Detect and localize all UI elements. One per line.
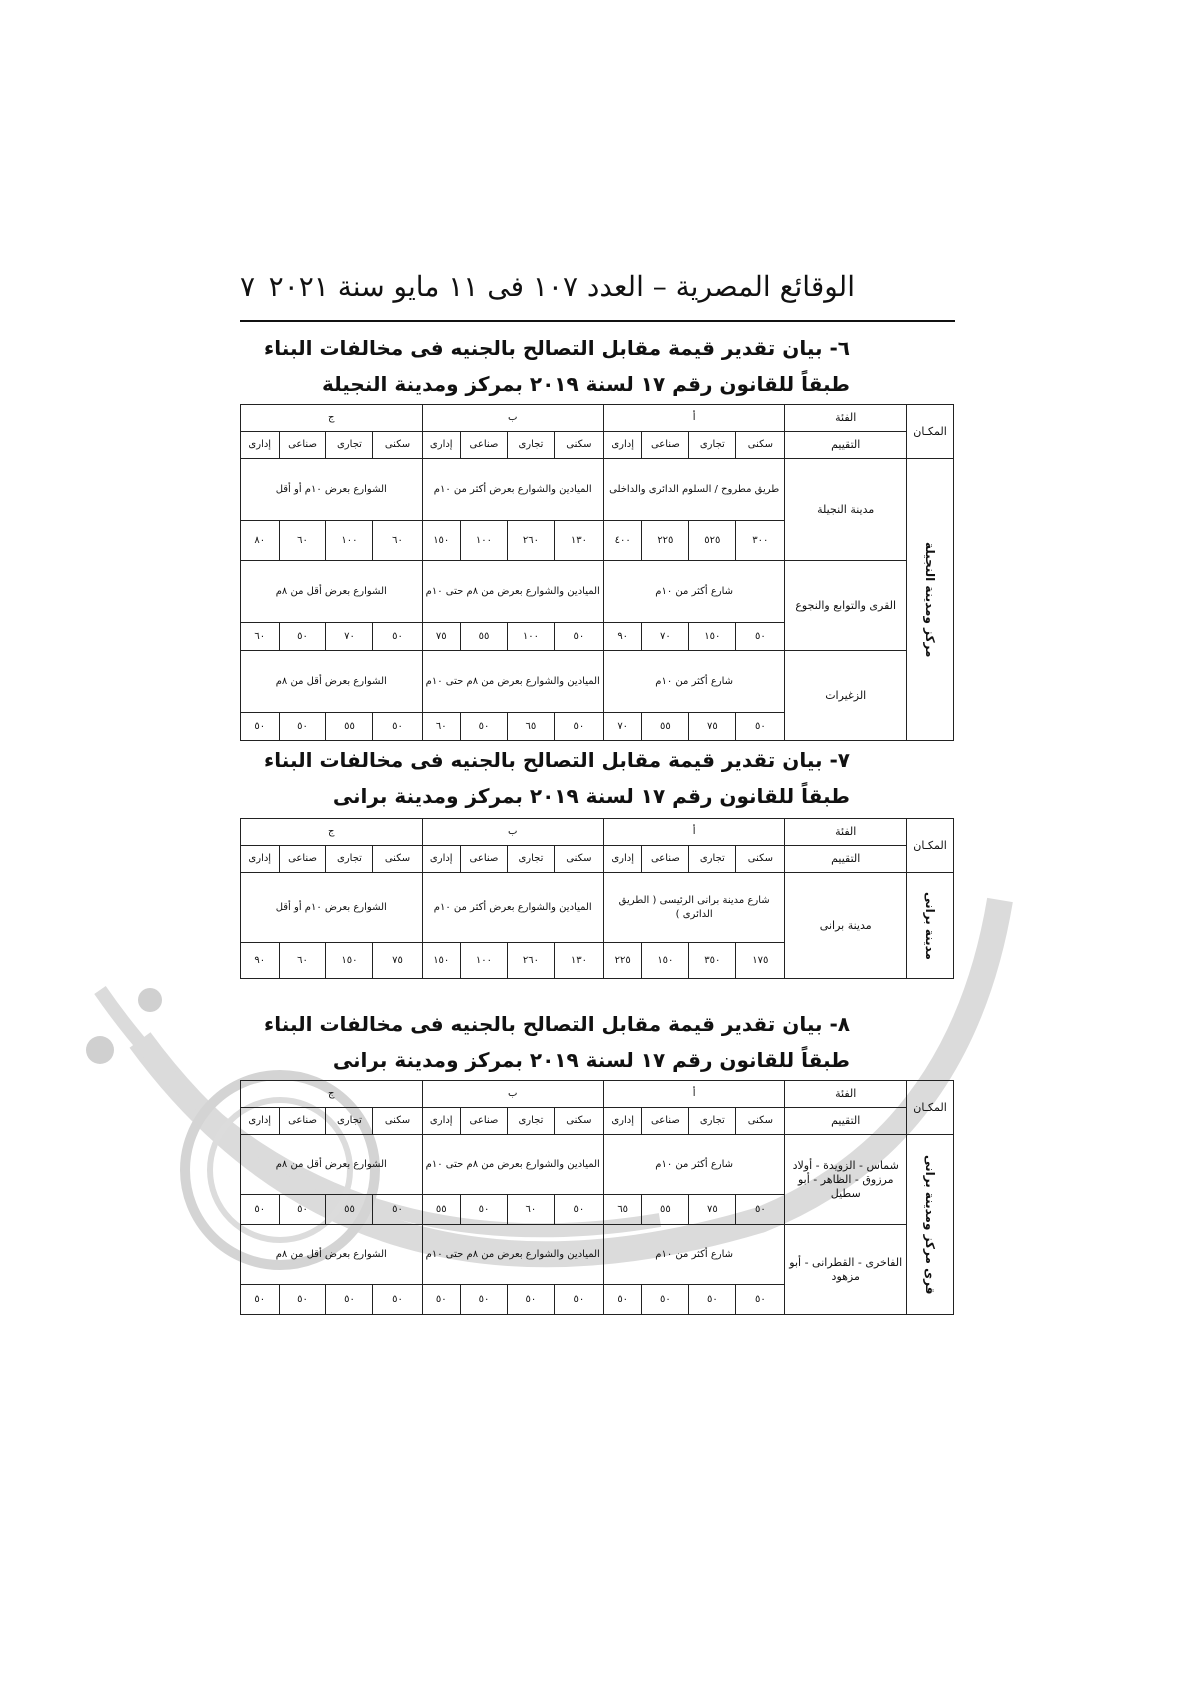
place-name: مركز ومدينة النجيلة (907, 459, 954, 741)
section-7-line2: طبقاً للقانون رقم ١٧ لسنة ٢٠١٩ بمركز ومدينة برانى (332, 784, 850, 808)
col-commercial: تجارى (507, 1108, 554, 1135)
col-administrative: إدارى (603, 432, 641, 459)
street-type-b: الميادين والشوارع بعرض من ٨م حتى ١٠م (422, 561, 603, 623)
value-cell: ١٠٠ (460, 521, 507, 561)
value-cell: ٧٥ (422, 623, 460, 651)
street-type-c: الشوارع بعرض أقل من ٨م (241, 651, 423, 713)
page-number: ٧ (240, 270, 256, 303)
value-cell: ٦٠ (507, 1195, 554, 1225)
col-industrial: صناعى (279, 432, 326, 459)
col-residential: سكنى (736, 846, 785, 873)
col-residential: سكنى (554, 1108, 603, 1135)
category-b-header: ب (422, 405, 603, 432)
category-b-header: ب (422, 1081, 603, 1108)
value-cell: ٥٠ (422, 1285, 460, 1315)
value-cell: ١٠٠ (460, 943, 507, 979)
col-industrial: صناعى (642, 432, 689, 459)
col-industrial: صناعى (642, 846, 689, 873)
value-cell: ٢٢٥ (603, 943, 641, 979)
section-7-line1: ٧- بيان تقدير قيمة مقابل التصالح بالجنيه فى مخالفات البناء (264, 748, 850, 772)
value-cell: ٥٠ (507, 1285, 554, 1315)
col-administrative: إدارى (422, 846, 460, 873)
col-commercial: تجارى (689, 1108, 736, 1135)
value-cell: ٦٠ (422, 713, 460, 741)
section-6-title (264, 334, 850, 406)
valuation-header: التقييم (785, 1108, 907, 1135)
value-cell: ٧٥ (689, 1195, 736, 1225)
col-residential: سكنى (373, 846, 422, 873)
col-industrial: صناعى (279, 1108, 326, 1135)
value-cell: ١٥٠ (422, 521, 460, 561)
value-cell: ١٣٠ (554, 943, 603, 979)
col-commercial: تجارى (326, 1108, 373, 1135)
col-residential: سكنى (736, 432, 785, 459)
value-cell: ٥٢٥ (689, 521, 736, 561)
value-cell: ١٥٠ (422, 943, 460, 979)
value-cell: ٢٢٥ (642, 521, 689, 561)
col-administrative: إدارى (241, 1108, 280, 1135)
col-commercial: تجارى (507, 432, 554, 459)
place-name: قرى مركز ومدينة برانى (907, 1135, 954, 1315)
value-cell: ٥٥ (326, 1195, 373, 1225)
value-cell: ٥٥ (642, 713, 689, 741)
value-cell: ٥٠ (373, 1195, 422, 1225)
value-cell: ٣٠٠ (736, 521, 785, 561)
value-cell: ٥٠ (279, 623, 326, 651)
value-cell: ٧٠ (642, 623, 689, 651)
value-cell: ٥٠ (373, 623, 422, 651)
value-cell: ٥٥ (326, 713, 373, 741)
value-cell: ٥٠ (736, 1285, 785, 1315)
valuation-header: التقييم (785, 846, 907, 873)
street-type-a: طريق مطروح / السلوم الدائرى والداخلى (603, 459, 784, 521)
value-cell: ٥٠ (460, 1285, 507, 1315)
place-header: المكـان (907, 819, 954, 873)
col-residential: سكنى (554, 432, 603, 459)
value-cell: ٧٠ (326, 623, 373, 651)
value-cell: ٥٠ (736, 1195, 785, 1225)
value-cell: ٦٥ (603, 1195, 641, 1225)
value-cell: ١٠٠ (507, 623, 554, 651)
col-administrative: إدارى (422, 1108, 460, 1135)
col-industrial: صناعى (460, 1108, 507, 1135)
valuation-header: التقييم (785, 432, 907, 459)
street-type-a: شارع أكثر من ١٠م (603, 561, 784, 623)
value-cell: ٦٠ (373, 521, 422, 561)
place-name: مدينة برانى (907, 873, 954, 979)
section-6-line2: طبقاً للقانون رقم ١٧ لسنة ٢٠١٩ بمركز ومدينة النجيلة (321, 372, 850, 396)
category-c-header: ج (241, 405, 423, 432)
value-cell: ١٥٠ (642, 943, 689, 979)
street-type-c: الشوارع بعرض ١٠م أو أقل (241, 459, 423, 521)
value-cell: ٥٠ (554, 1285, 603, 1315)
value-cell: ٥٠ (689, 1285, 736, 1315)
value-cell: ٥٥ (422, 1195, 460, 1225)
street-type-b: الميادين والشوارع بعرض من ٨م حتى ١٠م (422, 1225, 603, 1285)
value-cell: ١٣٠ (554, 521, 603, 561)
value-cell: ٥٠ (554, 1195, 603, 1225)
value-cell: ٥٠ (736, 623, 785, 651)
section-8-line1: ٨- بيان تقدير قيمة مقابل التصالح بالجنيه فى مخالفات البناء (264, 1012, 850, 1036)
value-cell: ٧٠ (603, 713, 641, 741)
value-cell: ٩٠ (241, 943, 280, 979)
col-administrative: إدارى (603, 1108, 641, 1135)
category-a-header: أ (603, 1081, 784, 1108)
value-cell: ٥٠ (736, 713, 785, 741)
value-cell: ١٧٥ (736, 943, 785, 979)
section-6-line1: ٦- بيان تقدير قيمة مقابل التصالح بالجنيه فى مخالفات البناء (264, 336, 850, 360)
value-cell: ٥٥ (642, 1195, 689, 1225)
street-type-a: شارع أكثر من ١٠م (603, 651, 784, 713)
area-name: مدينة برانى (785, 873, 907, 979)
col-administrative: إدارى (603, 846, 641, 873)
fee-table-section-7 (240, 818, 954, 979)
value-cell: ٥٠ (241, 713, 280, 741)
gazette-title: الوقائع المصرية – العدد ١٠٧ فى ١١ مايو سنة ٢٠٢١ (268, 270, 855, 303)
category-a-header: أ (603, 819, 784, 846)
category-header: الفئة (785, 1081, 907, 1108)
value-cell: ٥٠ (460, 1195, 507, 1225)
value-cell: ٥٠ (554, 623, 603, 651)
value-cell: ٢٦٠ (507, 943, 554, 979)
value-cell: ١٠٠ (326, 521, 373, 561)
value-cell: ٩٠ (603, 623, 641, 651)
street-type-a: شارع أكثر من ١٠م (603, 1135, 784, 1195)
value-cell: ٥٠ (642, 1285, 689, 1315)
col-administrative: إدارى (241, 432, 280, 459)
value-cell: ٥٠ (373, 713, 422, 741)
street-type-a: شارع أكثر من ١٠م (603, 1225, 784, 1285)
value-cell: ٥٥ (460, 623, 507, 651)
value-cell: ٥٠ (554, 713, 603, 741)
fee-table-section-6 (240, 404, 954, 741)
col-administrative: إدارى (241, 846, 280, 873)
value-cell: ٥٠ (603, 1285, 641, 1315)
street-type-c: الشوارع بعرض أقل من ٨م (241, 1225, 423, 1285)
street-type-b: الميادين والشوارع بعرض أكثر من ١٠م (422, 873, 603, 943)
col-commercial: تجارى (689, 846, 736, 873)
section-7-title (264, 746, 850, 818)
value-cell: ٥٠ (279, 713, 326, 741)
value-cell: ٥٠ (241, 1195, 280, 1225)
section-8-line2: طبقاً للقانون رقم ١٧ لسنة ٢٠١٩ بمركز ومدينة برانى (332, 1048, 850, 1072)
place-header: المكـان (907, 405, 954, 459)
value-cell: ٤٠٠ (603, 521, 641, 561)
street-type-c: الشوارع بعرض ١٠م أو أقل (241, 873, 423, 943)
col-residential: سكنى (373, 432, 422, 459)
col-industrial: صناعى (460, 432, 507, 459)
value-cell: ٦٠ (279, 943, 326, 979)
street-type-a: شارع مدينة برانى الرئيسى ( الطريق الدائرى ) (603, 873, 784, 943)
value-cell: ٥٠ (279, 1195, 326, 1225)
value-cell: ٥٠ (279, 1285, 326, 1315)
value-cell: ٢٦٠ (507, 521, 554, 561)
col-industrial: صناعى (279, 846, 326, 873)
category-c-header: ج (241, 1081, 423, 1108)
category-c-header: ج (241, 819, 423, 846)
street-type-b: الميادين والشوارع بعرض من ٨م حتى ١٠م (422, 1135, 603, 1195)
category-header: الفئة (785, 819, 907, 846)
col-commercial: تجارى (326, 846, 373, 873)
value-cell: ٦٥ (507, 713, 554, 741)
value-cell: ٧٥ (373, 943, 422, 979)
value-cell: ٥٠ (460, 713, 507, 741)
place-header: المكـان (907, 1081, 954, 1135)
col-industrial: صناعى (642, 1108, 689, 1135)
street-type-b: الميادين والشوارع بعرض أكثر من ١٠م (422, 459, 603, 521)
area-name: القرى والتوابع والنجوع (785, 561, 907, 651)
col-residential: سكنى (736, 1108, 785, 1135)
section-8-title (264, 1010, 850, 1082)
col-commercial: تجارى (689, 432, 736, 459)
value-cell: ١٥٠ (326, 943, 373, 979)
category-header: الفئة (785, 405, 907, 432)
category-b-header: ب (422, 819, 603, 846)
area-name: الزغيرات (785, 651, 907, 741)
value-cell: ١٥٠ (689, 623, 736, 651)
value-cell: ٥٠ (326, 1285, 373, 1315)
page-header (240, 266, 955, 322)
area-name: مدينة النجيلة (785, 459, 907, 561)
area-name: شماس - الزويدة - أولاد مرزوق - الظاهر - أبو سطيل (785, 1135, 907, 1225)
header-rule (240, 320, 955, 322)
col-commercial: تجارى (326, 432, 373, 459)
area-name: الفاخرى - القطرانى - أبو مزهود (785, 1225, 907, 1315)
col-industrial: صناعى (460, 846, 507, 873)
street-type-c: الشوارع بعرض أقل من ٨م (241, 1135, 423, 1195)
col-administrative: إدارى (422, 432, 460, 459)
value-cell: ٨٠ (241, 521, 280, 561)
fee-table-section-8 (240, 1080, 954, 1315)
value-cell: ٥٠ (241, 1285, 280, 1315)
value-cell: ٦٠ (279, 521, 326, 561)
value-cell: ٧٥ (689, 713, 736, 741)
value-cell: ٥٠ (373, 1285, 422, 1315)
col-commercial: تجارى (507, 846, 554, 873)
street-type-c: الشوارع بعرض أقل من ٨م (241, 561, 423, 623)
street-type-b: الميادين والشوارع بعرض من ٨م حتى ١٠م (422, 651, 603, 713)
value-cell: ٦٠ (241, 623, 280, 651)
category-a-header: أ (603, 405, 784, 432)
col-residential: سكنى (373, 1108, 422, 1135)
value-cell: ٣٥٠ (689, 943, 736, 979)
col-residential: سكنى (554, 846, 603, 873)
